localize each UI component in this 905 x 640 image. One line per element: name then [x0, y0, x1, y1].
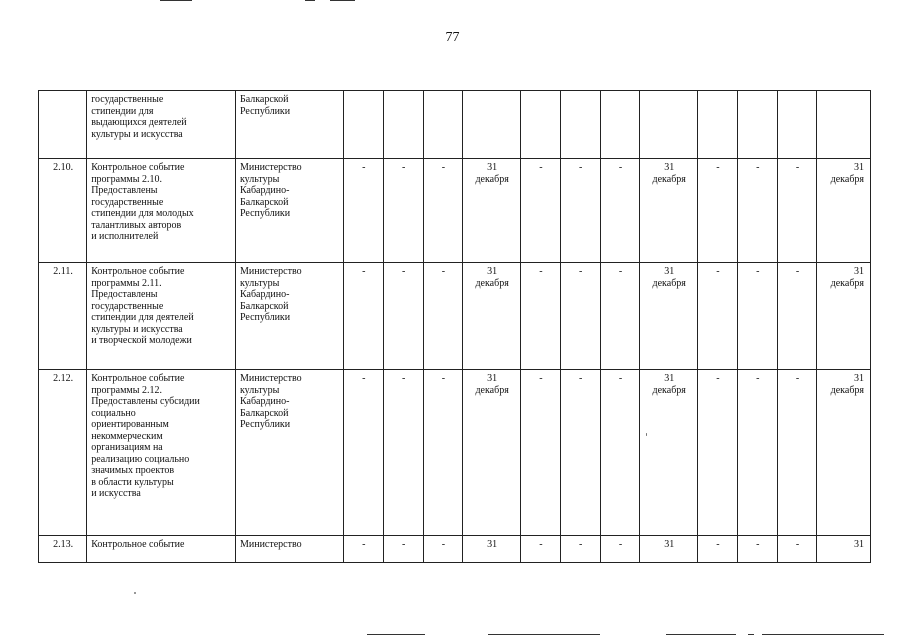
- period-cell: -: [560, 159, 600, 263]
- period-cell: -: [423, 159, 463, 263]
- row-number: 2.11.: [39, 263, 87, 370]
- period-cell: -: [343, 159, 383, 263]
- period-cell: 31 декабря: [817, 370, 871, 536]
- period-cell: -: [737, 263, 777, 370]
- period-cell: -: [560, 263, 600, 370]
- period-cell: -: [383, 370, 423, 536]
- scan-line-bottom-1: [367, 634, 425, 635]
- event-line: культуры и искусства: [91, 128, 183, 140]
- event-line: программы 2.12.: [91, 384, 162, 396]
- period-cell: [698, 91, 738, 159]
- executor: [235, 370, 343, 536]
- event-line: программы 2.10.: [91, 173, 162, 185]
- period-cell: -: [383, 536, 423, 563]
- scan-line-bottom-3: [666, 634, 736, 635]
- period-cell: 31 декабря: [463, 263, 521, 370]
- scan-line-top-1: [160, 0, 192, 1]
- event-line: Предоставлены: [91, 185, 158, 196]
- scan-dot-1: [134, 592, 136, 594]
- executor-line: Балкарской: [239, 94, 289, 105]
- executor-line: Балкарской: [239, 300, 289, 312]
- event-line: стипендии для молодых: [91, 208, 194, 219]
- period-cell: -: [600, 536, 640, 563]
- table-row: [39, 536, 871, 563]
- period-cell: -: [777, 159, 817, 263]
- period-cell: [343, 91, 383, 159]
- event-line: Предоставлены: [91, 289, 158, 300]
- event-line: выдающихся деятелей: [91, 117, 187, 128]
- event-line: культуры и искусства: [91, 323, 183, 335]
- row-number: 2.10.: [39, 159, 87, 263]
- period-cell: -: [520, 536, 560, 563]
- period-cell: -: [423, 370, 463, 536]
- executor-line: Кабардино-: [239, 396, 290, 407]
- period-cell: -: [600, 159, 640, 263]
- period-cell: -: [698, 370, 738, 536]
- period-cell: -: [698, 263, 738, 370]
- period-cell: 31 декабря: [463, 370, 521, 536]
- period-cell: [640, 91, 698, 159]
- period-cell: 31 декабря: [463, 159, 521, 263]
- period-cell: [463, 91, 521, 159]
- period-cell: [383, 91, 423, 159]
- period-cell: -: [520, 159, 560, 263]
- period-cell: 31 декабря: [640, 159, 698, 263]
- scan-line-top-3: [330, 0, 355, 1]
- event-line: талантливых авторов: [91, 219, 182, 231]
- event-line: и творческой молодежи: [91, 335, 192, 346]
- executor-line: Балкарской: [239, 196, 289, 208]
- executor-line: Министерство: [239, 539, 302, 550]
- period-cell: -: [698, 536, 738, 563]
- period-cell: 31: [463, 536, 521, 563]
- table-row: [39, 263, 871, 370]
- period-cell: -: [777, 370, 817, 536]
- period-cell: -: [600, 370, 640, 536]
- period-cell: 31 декабря: [640, 370, 698, 536]
- event-line: некоммерческим: [91, 430, 163, 442]
- period-cell: -: [698, 159, 738, 263]
- event-line: реализацию социально: [91, 453, 190, 465]
- period-cell: [423, 91, 463, 159]
- period-cell: [600, 91, 640, 159]
- executor-line: Министерство: [239, 373, 302, 384]
- row-number: [39, 91, 87, 159]
- period-cell: -: [560, 536, 600, 563]
- event-line: в области культуры: [91, 476, 174, 488]
- executor: [235, 91, 343, 159]
- scan-line-bottom-2: [488, 634, 600, 635]
- event-line: Предоставлены субсидии: [91, 396, 200, 407]
- executor: [235, 159, 343, 263]
- event-line: Контрольное событие: [91, 373, 185, 384]
- executor-line: Республики: [239, 312, 291, 323]
- scan-line-bottom-5: [762, 634, 884, 635]
- period-cell: -: [343, 370, 383, 536]
- executor-line: культуры: [239, 173, 280, 185]
- executor-line: культуры: [239, 384, 280, 396]
- scan-dot-2: [646, 433, 647, 436]
- executor-line: культуры: [239, 277, 280, 289]
- event-line: стипендии для деятелей: [91, 312, 194, 323]
- period-cell: -: [737, 536, 777, 563]
- period-cell: [817, 91, 871, 159]
- page-number: 77: [445, 30, 460, 45]
- table-row: [39, 370, 871, 536]
- event-line: ориентированным: [91, 419, 169, 430]
- event-line: стипендии для: [91, 105, 154, 117]
- row-number: 2.13.: [39, 536, 87, 563]
- table-row: [39, 159, 871, 263]
- period-cell: 31: [817, 536, 871, 563]
- period-cell: [777, 91, 817, 159]
- event-line: организациям на: [91, 442, 163, 453]
- event-line: значимых проектов: [91, 465, 175, 476]
- event-line: Контрольное событие: [91, 162, 185, 173]
- executor-line: Республики: [239, 105, 291, 117]
- period-cell: -: [383, 263, 423, 370]
- executor: [235, 536, 343, 563]
- event-description: [87, 536, 236, 563]
- period-cell: 31 декабря: [817, 159, 871, 263]
- period-cell: -: [600, 263, 640, 370]
- event-description: [87, 263, 236, 370]
- executor-line: Балкарской: [239, 407, 289, 419]
- event-line: Контрольное событие: [91, 539, 185, 550]
- event-line: государственные: [91, 94, 164, 105]
- period-cell: -: [777, 263, 817, 370]
- period-cell: [560, 91, 600, 159]
- event-line: государственные: [91, 300, 164, 312]
- period-cell: -: [737, 159, 777, 263]
- period-cell: -: [560, 370, 600, 536]
- table-row: [39, 91, 871, 159]
- period-cell: -: [343, 536, 383, 563]
- executor-line: Республики: [239, 419, 291, 430]
- event-line: государственные: [91, 196, 164, 208]
- executor-line: Кабардино-: [239, 289, 290, 300]
- period-cell: -: [423, 536, 463, 563]
- schedule-table: [38, 90, 871, 563]
- row-number: 2.12.: [39, 370, 87, 536]
- executor-line: Республики: [239, 208, 291, 219]
- period-cell: -: [777, 536, 817, 563]
- period-cell: -: [520, 263, 560, 370]
- event-line: программы 2.11.: [91, 277, 162, 289]
- event-line: Контрольное событие: [91, 266, 185, 277]
- scan-line-top-2: [305, 0, 315, 1]
- event-description: [87, 370, 236, 536]
- event-description: [87, 159, 236, 263]
- period-cell: -: [737, 370, 777, 536]
- event-line: и исполнителей: [91, 231, 159, 242]
- event-description: [87, 91, 236, 159]
- executor-line: Министерство: [239, 162, 302, 173]
- executor-line: Кабардино-: [239, 185, 290, 196]
- period-cell: [737, 91, 777, 159]
- executor-line: Министерство: [239, 266, 302, 277]
- period-cell: 31 декабря: [640, 263, 698, 370]
- event-line: и искусства: [91, 488, 141, 499]
- period-cell: 31 декабря: [817, 263, 871, 370]
- scan-line-bottom-4: [748, 634, 754, 635]
- period-cell: -: [343, 263, 383, 370]
- period-cell: -: [423, 263, 463, 370]
- period-cell: -: [520, 370, 560, 536]
- period-cell: [520, 91, 560, 159]
- executor: [235, 263, 343, 370]
- period-cell: -: [383, 159, 423, 263]
- period-cell: 31: [640, 536, 698, 563]
- event-line: социально: [91, 407, 136, 419]
